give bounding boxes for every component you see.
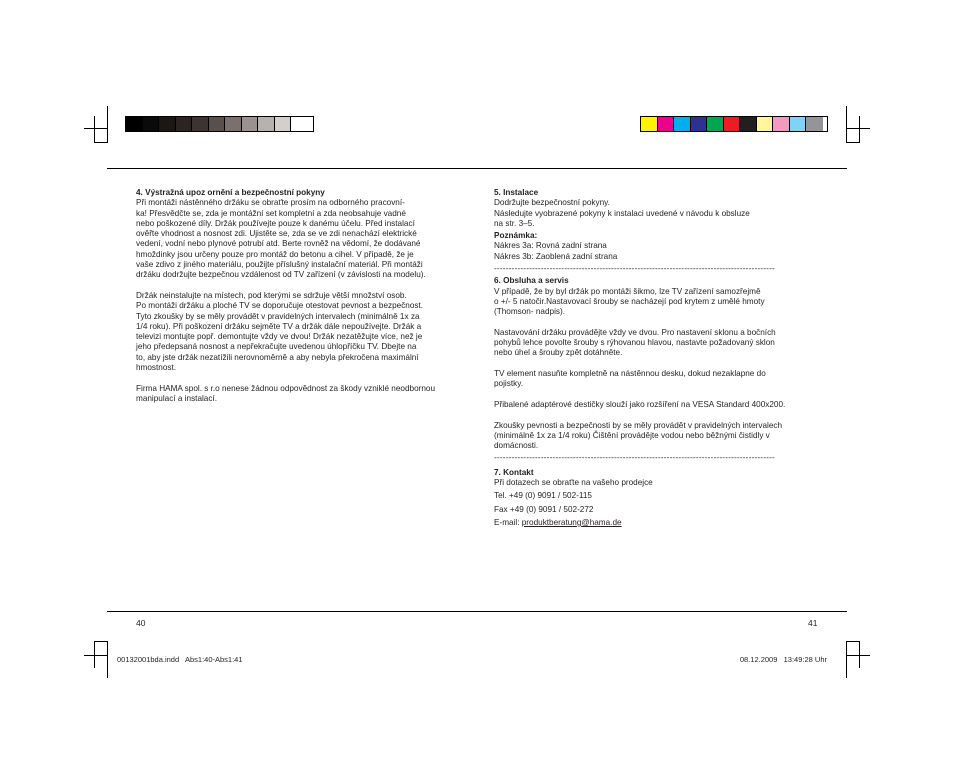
text-line: ověřte vhodnost a nosnost zdi. Ujistěte se, zda se ve zdi nenachází elektrické	[136, 229, 417, 239]
separator: ------------------------------------------------------------------------------------------------	[494, 264, 775, 274]
email-link[interactable]: produktberatung@hama.de	[521, 517, 622, 527]
section-heading: 6. Obsluha a servis	[494, 276, 569, 286]
color-swatch	[192, 117, 209, 131]
text-line: nebo úhel a šrouby zpět dotáhněte.	[494, 348, 623, 358]
page-number-right: 41	[808, 618, 818, 628]
crop-mark	[84, 655, 107, 656]
cmyk-color-bar	[640, 116, 828, 132]
color-swatch	[806, 117, 823, 131]
text-line: o +/- 5 natočir.Nastavovací šrouby se nacházejí pod krytem z umělé hmoty	[494, 296, 765, 306]
text-line: Zkoušky pevnosti a bezpečnosti by se měly provádět v pravidelných intervalech	[494, 420, 783, 430]
email-label: E-mail:	[494, 517, 522, 527]
text-line: nebo poškozené díly. Držák používejte pouze k danému účelu. Před instalací	[136, 218, 415, 228]
contact-fax: Fax +49 (0) 9091 / 502-272	[494, 504, 594, 514]
crop-mark	[846, 641, 847, 678]
color-swatch	[724, 117, 741, 131]
service-text-1	[494, 287, 818, 318]
liability-paragraph	[136, 384, 466, 405]
section-heading: 7. Kontakt	[494, 467, 534, 477]
text-line: držáku dodržujte bezpečnou vzdálenost od TV zařízení (v závislosti na modelu).	[136, 270, 426, 280]
note-heading: Poznámka:	[494, 231, 538, 241]
text-line: televizi montujte popř. demontujte vždy ve dvou! Držák nezatěžujte více, než je	[136, 332, 423, 342]
crop-mark	[94, 641, 107, 642]
text-line: pojistky.	[494, 379, 523, 389]
service-text-4: Přibalené adaptérové destičky slouží jako rozšíření na VESA Standard 400x200.	[494, 399, 786, 409]
color-swatch	[258, 117, 275, 131]
slug-right: 08.12.2009 13:49:28 Uhr	[739, 655, 827, 664]
color-swatch	[740, 117, 757, 131]
color-swatch	[790, 117, 807, 131]
color-swatch	[209, 117, 226, 131]
crop-mark	[107, 641, 108, 678]
text-line: ka! Přesvědčte se, zda je montážní set kompletní a zda neobsahuje vadné	[136, 208, 406, 218]
section-heading: 5. Instalace	[494, 188, 539, 197]
text-line: V případě, že by byl držák po montáži šikmo, lze TV zařízení samozřejmě	[494, 286, 761, 296]
text-line: Držák neinstalujte na místech, pod kterými se sdržuje větší množství osob.	[136, 290, 407, 300]
text-line: manipulací a instalací.	[136, 393, 218, 403]
grayscale-color-bar	[125, 116, 314, 132]
text-line: Tyto zkoušky by se měly provádět v pravidelných intervalech (minimálně 1x za	[136, 311, 420, 321]
text-line: (Thomson- nadpis).	[494, 307, 565, 317]
text-line: Nákres 3b: Zaoblená zadní strana	[494, 251, 618, 261]
text-line: na str. 3–5.	[494, 218, 535, 228]
text-line: jeho předepsaná nosnost a nepřekračujte uvedenou úhlopříčku TV. Dbejte na	[136, 342, 417, 352]
color-swatch	[176, 117, 193, 131]
crop-mark	[847, 641, 860, 642]
text-line: pohybů lehce povolte šrouby s rýhovanou hlavou, nastavte požadovaný sklon	[494, 338, 775, 348]
text-line: hmostnost.	[136, 363, 177, 373]
text-line: Firma HAMA spol. s r.o nenese žádnou odpovědnost za škody vzniklé neodbornou	[136, 383, 436, 393]
color-swatch	[641, 117, 658, 131]
contact-phone: Tel. +49 (0) 9091 / 502-115	[494, 491, 592, 501]
slug-left: 00132001bda.indd Abs1:40-Abs1:41	[117, 655, 243, 664]
text-line: Nastavování držáku provádějte vždy ve dvou. Pro nastavení sklonu a bočních	[494, 327, 776, 337]
right-column	[494, 188, 818, 528]
text-line: Následujte vyobrazené pokyny k instalaci uvedené v návodu k obsluze	[494, 208, 750, 218]
warnings-paragraph-1	[136, 198, 466, 280]
color-swatch	[291, 117, 308, 131]
color-swatch	[707, 117, 724, 131]
color-swatch	[757, 117, 774, 131]
color-swatch	[242, 117, 259, 131]
bottom-rule	[107, 611, 847, 612]
crop-mark	[846, 106, 847, 143]
text-line: 1/4 roku). Při poškození držáku sejměte TV a držák dále nepoužívejte. Držák a	[136, 321, 422, 331]
text-line: Po montáži držáku a ploché TV se doporučuje otestovat pevnost a bezpečnost.	[136, 301, 424, 311]
text-line: Dodržujte bezpečnostní pokyny.	[494, 198, 610, 208]
crop-mark	[84, 128, 107, 129]
color-swatch	[674, 117, 691, 131]
text-line: TV element nasuňte kompletně na nástěnnou desku, dokud nezaklapne do	[494, 369, 766, 379]
text-line: (minimálně 1x za 1/4 roku) Čištění provádějte vodou nebo běžnými čistidly v	[494, 430, 770, 440]
text-line: vaše zdivo z jiného materiálu, použijte příslušný instalační materiál. Při montáži	[136, 260, 423, 270]
service-text-2	[494, 328, 818, 359]
color-swatch	[143, 117, 160, 131]
warnings-paragraph-2	[136, 291, 466, 373]
crop-mark	[94, 116, 95, 143]
service-text-3	[494, 369, 818, 390]
service-text-5	[494, 421, 818, 452]
text-line: Při montáži nástěnného držáku se obraťte prosím na odborného pracovní-	[136, 198, 405, 208]
color-swatch	[159, 117, 176, 131]
left-column	[136, 188, 466, 404]
note-text	[494, 241, 818, 262]
page-number-left: 40	[136, 618, 146, 628]
separator: ------------------------------------------------------------------------------------------------	[494, 453, 775, 463]
text-line: domácnosti.	[494, 441, 539, 451]
text-line: to, aby jste držák nezatížili nerovnoměrně a aby nebyla překročena maximální	[136, 352, 419, 362]
color-swatch	[658, 117, 675, 131]
crop-mark	[94, 641, 95, 668]
installation-text	[494, 198, 818, 229]
top-rule	[107, 168, 847, 169]
contact-text: Při dotazech se obraťte na vašeho prodejce	[494, 478, 653, 488]
crop-mark	[847, 142, 860, 143]
text-line: vedení, vodní nebo plynové potrubí atd. Berte rovněž na vědomí, že dodávané	[136, 239, 421, 249]
color-swatch	[225, 117, 242, 131]
color-swatch	[773, 117, 790, 131]
contact-email	[494, 518, 818, 528]
color-swatch	[126, 117, 143, 131]
crop-mark	[859, 641, 860, 668]
section-heading: 4. Výstražná upoz ornění a bezpečnostní pokyny	[136, 188, 325, 197]
crop-mark	[859, 116, 860, 143]
color-swatch	[275, 117, 292, 131]
crop-mark	[107, 106, 108, 143]
text-line: Nákres 3a: Rovná zadní strana	[494, 241, 607, 251]
color-swatch	[691, 117, 708, 131]
crop-mark	[94, 142, 107, 143]
text-line: hmoždinky jsou určeny pouze pro montáž do betonu a cihel. V případě, že je	[136, 249, 414, 259]
